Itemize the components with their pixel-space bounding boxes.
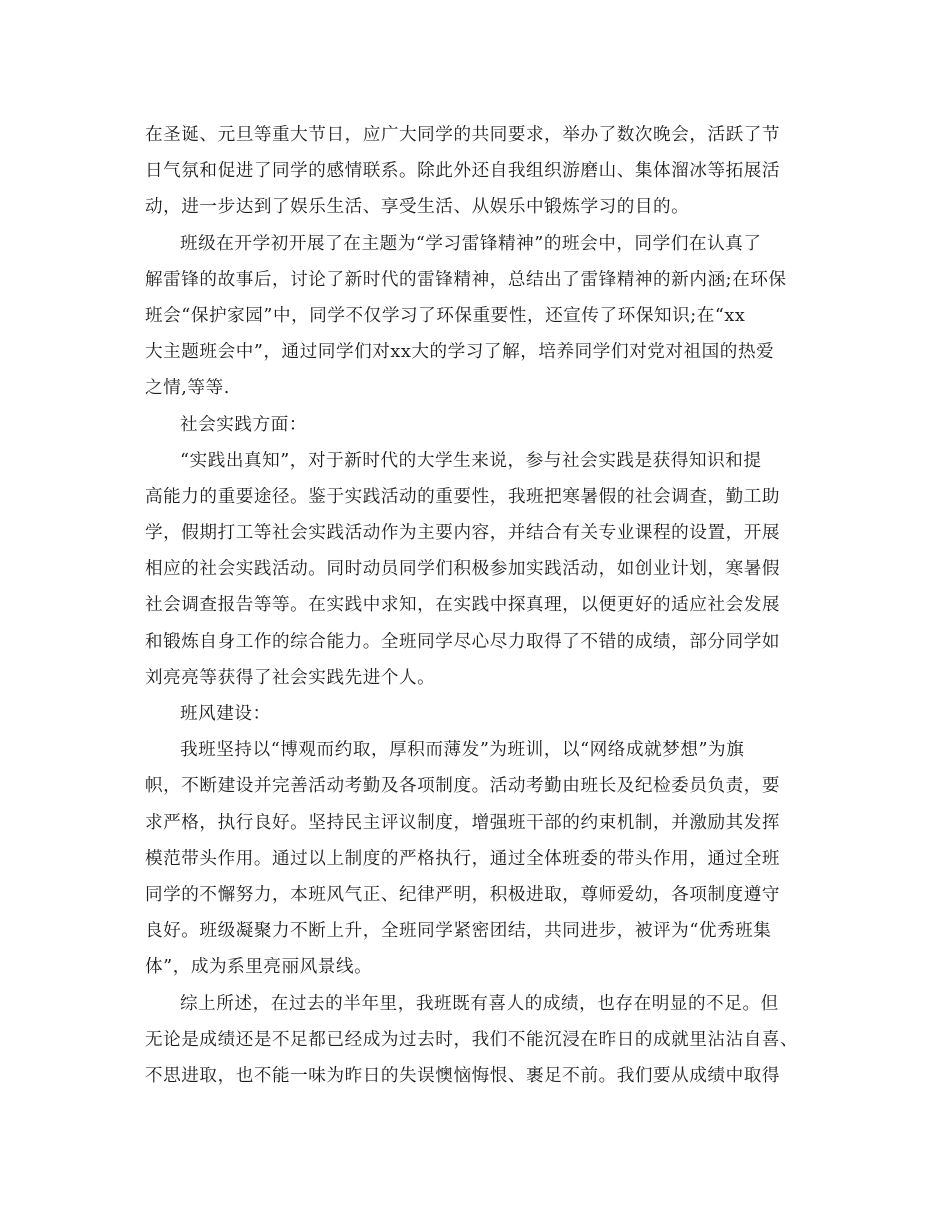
- text-line: 日气氛和促进了同学的感情联系。除此外还自我组织游磨山、集体溜冰等拓展活: [145, 161, 781, 182]
- text-line: 无论是成绩还是不足都已经成为过去时，我们不能沉浸在昨日的成就里沾沾自喜、: [145, 1029, 799, 1050]
- paragraph-first-line: 综上所述，在过去的半年里，我班既有喜人的成绩，也存在明显的不足。但: [180, 993, 779, 1014]
- text-line: 高能力的重要途径。鉴于实践活动的重要性，我班把寒暑假的社会调查，勤工助: [145, 486, 781, 507]
- text-line: 学，假期打工等社会实践活动作为主要内容，并结合有关专业课程的设置，开展: [145, 523, 781, 544]
- text-line: 解雷锋的故事后，讨论了新时代的雷锋精神，总结出了雷锋精神的新内涵;在环保: [145, 269, 787, 290]
- text-line: 体”，成为系里亮丽风景线。: [145, 957, 373, 978]
- text-line: 帜，不断建设并完善活动考勤及各项制度。活动考勤由班长及纪检委员负责，要: [145, 776, 781, 797]
- text-line: 动，进一步达到了娱乐生活、享受生活、从娱乐中锻炼学习的目的。: [145, 197, 690, 218]
- paragraph-first-line: 班风建设：: [180, 704, 271, 724]
- paragraph-first-line: “实践出真知”，对于新时代的大学生来说，参与社会实践是获得知识和提: [180, 450, 762, 471]
- text-line: 相应的社会实践活动。同时动员同学们积极参加实践活动，如创业计划，寒暑假: [145, 559, 781, 580]
- text-line: 大主题班会中”，通过同学们对xx大的学习了解，培养同学们对党对祖国的热爱: [145, 342, 775, 363]
- paragraph-first-line: 班级在开学初开展了在主题为“学习雷锋精神”的班会中，同学们在认真了: [180, 233, 762, 254]
- paragraph-first-line: 我班坚持以“博观而约取，厚积而薄发”为班训，以“网络成就梦想”为旗: [180, 740, 745, 761]
- text-line: 不思进取，也不能一味为昨日的失误懊恼悔恨、裹足不前。我们要从成绩中取得: [145, 1065, 781, 1086]
- text-line: 模范带头作用。通过以上制度的严格执行，通过全体班委的带头作用，通过全班: [145, 848, 781, 869]
- text-line: 刘亮亮等获得了社会实践先进个人。: [145, 667, 436, 688]
- text-line: 求严格，执行良好。坚持民主评议制度，增强班干部的约束机制，并激励其发挥: [145, 812, 781, 833]
- text-line: 和锻炼自身工作的综合能力。全班同学尽心尽力取得了不错的成绩，部分同学如: [145, 631, 781, 652]
- text-line: 同学的不懈努力，本班风气正、纪律严明，积极进取，尊师爱幼，各项制度遵守: [145, 884, 781, 905]
- text-line: 良好。班级凝聚力不断上升，全班同学紧密团结，共同进步，被评为“优秀班集: [145, 921, 772, 942]
- paragraph-first-line: 社会实践方面：: [180, 414, 308, 435]
- text-line: 社会调查报告等等。在实践中求知，在实践中探真理，以便更好的适应社会发展: [145, 595, 781, 616]
- document-body: [145, 117, 805, 1094]
- text-line: 之情,等等.: [145, 378, 230, 399]
- text-line: 班会“保护家园”中，同学不仅学习了环保重要性，还宣传了环保知识;在“xx: [145, 305, 746, 326]
- text-line: 在圣诞、元旦等重大节日，应广大同学的共同要求，举办了数次晚会，活跃了节: [145, 125, 781, 145]
